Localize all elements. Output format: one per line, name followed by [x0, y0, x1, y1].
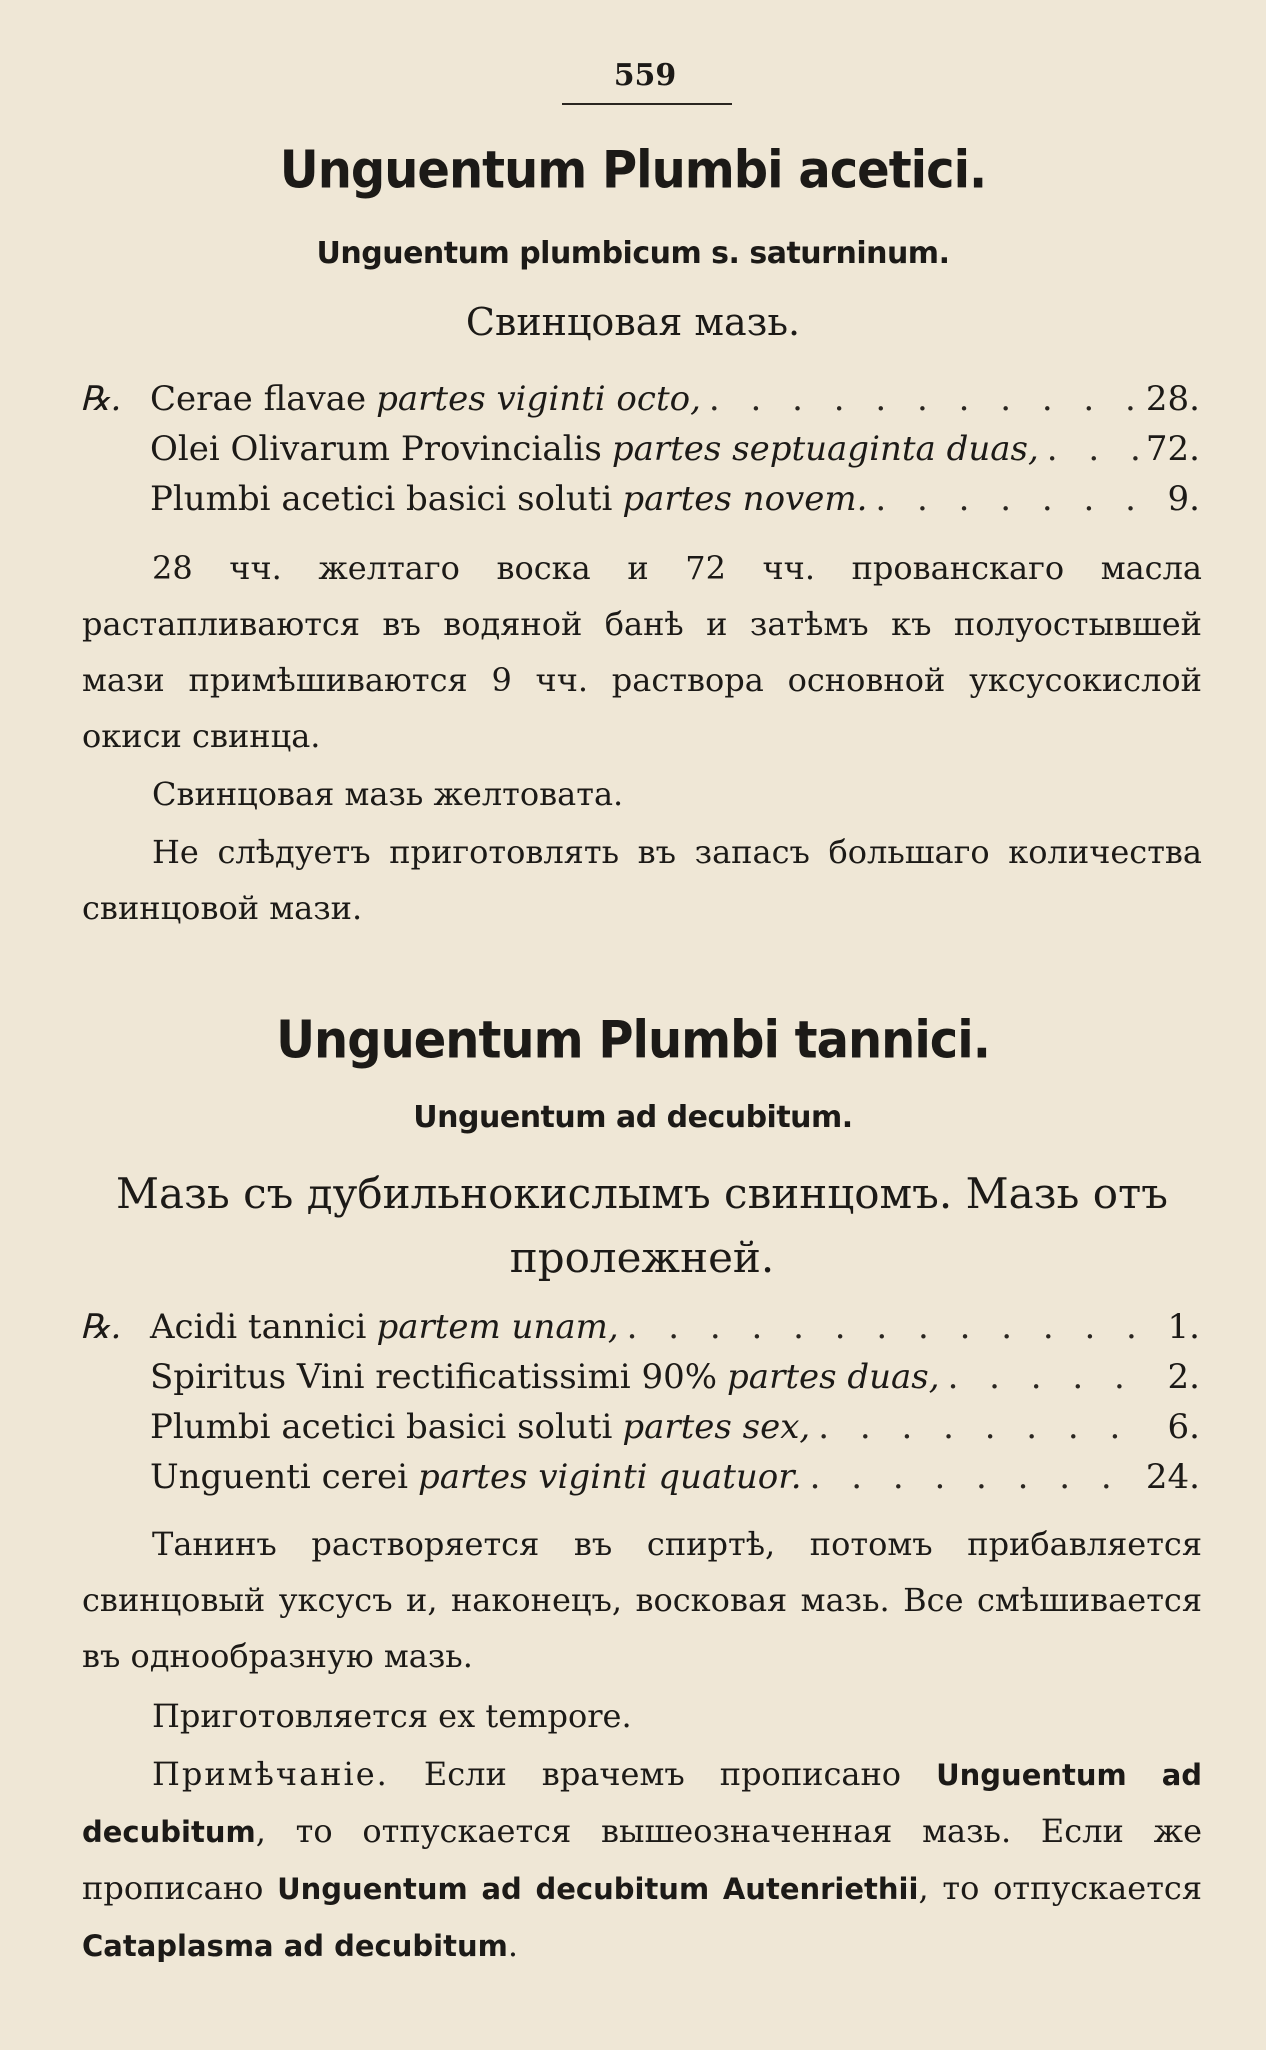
page-number-rule: [562, 103, 732, 105]
leader-dots: [810, 1452, 1138, 1502]
ingredient-parts: partes duas,: [727, 1357, 940, 1397]
section1-paragraph: 28 чч. желтаго воска и 72 чч. прованскаго масла растапливаются въ водяной банѣ и затѣмъ къ полуостывшей мази примѣшиваются 9 чч. раствора основной уксусокислой окиси свинца.: [82, 549, 1202, 755]
recipe-line: [80, 1352, 1200, 1402]
ingredient-name: Cerae flavae: [150, 379, 367, 419]
ingredient-name: Olei Olivarum Provincialis: [150, 429, 602, 469]
ingredient-parts: partes septuaginta duas,: [611, 429, 1039, 469]
ingredient-name: Acidi tannici: [150, 1307, 367, 1347]
section2-paragraph: Приготовляется ex tempore.: [152, 1697, 632, 1735]
ingredient-name: Plumbi acetici basici soluti: [150, 1407, 613, 1447]
section1-paragraph: Не слѣдуетъ приготовлять въ запасъ большаго количества свинцовой мази.: [82, 833, 1202, 927]
ingredient-amount: 28.: [1145, 379, 1200, 419]
section1-paragraph: Свинцовая мазь желтовата.: [152, 775, 624, 813]
leader-dots: [709, 374, 1138, 424]
leader-dots: [948, 1352, 1142, 1402]
page-number: 559: [613, 58, 677, 93]
recipe-line: [80, 374, 1200, 424]
section2-paragraph: Танинъ растворяется въ спиртѣ, потомъ прибавляется свинцовый уксусъ и, наконецъ, восковая мазь. Все смѣшивается въ однообразную мазь.: [82, 1525, 1202, 1675]
ingredient-name: Plumbi acetici basici soluti: [150, 479, 613, 519]
leader-dots: [818, 1402, 1142, 1452]
section1-recipe: [80, 374, 1200, 524]
section2-recipe: [80, 1302, 1200, 1502]
section2-synonym: Unguentum ad decubitum.: [413, 1100, 853, 1135]
recipe-line: [80, 1302, 1200, 1352]
leader-dots: [627, 1302, 1142, 1352]
note-label: Примѣчаніе.: [152, 1755, 389, 1793]
ingredient-amount: 1.: [1167, 1307, 1200, 1347]
section2-russian-title: Мазь съ дубильнокислымъ свинцомъ. Мазь отъ пролежней.: [115, 1169, 1168, 1282]
section2-note: Примѣчаніе. Если врачемъ прописано Unguentum ad decubitum, то отпускается вышеозначенная мазь. Если же прописано Unguentum ad decubitum Autenriethii, то отпускается Cataplasma ad decubitum.: [82, 1755, 1203, 1964]
recipe-line: [80, 424, 1200, 474]
ingredient-amount: 6.: [1167, 1407, 1200, 1447]
recipe-line: [80, 1402, 1200, 1452]
ingredient-parts: partes viginti quatuor.: [418, 1457, 802, 1497]
recipe-symbol: ℞.: [80, 1307, 122, 1347]
recipe-line: [80, 1452, 1200, 1502]
recipe-line: [80, 474, 1200, 524]
ingredient-amount: 2.: [1167, 1357, 1200, 1397]
section1-synonym: Unguentum plumbicum s. saturninum.: [316, 236, 950, 271]
ingredient-amount: 9.: [1167, 479, 1200, 519]
ingredient-name: Spiritus Vini rectificatissimi 90%: [150, 1357, 718, 1397]
ingredient-parts: partes viginti octo,: [376, 379, 701, 419]
ingredient-name: Unguenti cerei: [150, 1457, 408, 1497]
ingredient-amount: 72.: [1145, 429, 1200, 469]
section1-title: Unguentum Plumbi acetici.: [279, 139, 987, 201]
note-term: Unguentum ad decubitum: [82, 1758, 1203, 1849]
leader-dots: [875, 474, 1142, 524]
recipe-symbol: ℞.: [80, 379, 122, 419]
note-term: Unguentum ad decubitum Autenriethii: [277, 1872, 919, 1906]
section1-russian-title: Свинцовая мазь.: [465, 300, 801, 344]
note-term: Cataplasma ad decubitum: [82, 1929, 508, 1963]
ingredient-parts: partem unam,: [376, 1307, 619, 1347]
leader-dots: [1047, 424, 1138, 474]
ingredient-parts: partes sex,: [622, 1407, 811, 1447]
section2-title: Unguentum Plumbi tannici.: [276, 1009, 990, 1071]
ingredient-parts: partes novem.: [622, 479, 868, 519]
ingredient-amount: 24.: [1145, 1457, 1200, 1497]
